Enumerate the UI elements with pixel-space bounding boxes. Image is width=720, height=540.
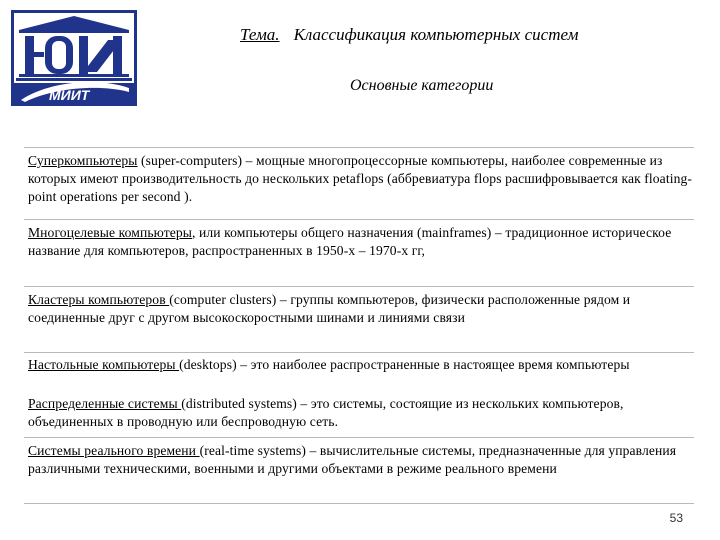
miit-logo-graphic	[11, 10, 137, 106]
item-text: (computer clusters) – группы компьютеров, физически расположенные рядом и соединенные друг с другом высокоскоростными шинами и линиями связи	[28, 292, 631, 325]
page-number: 53	[669, 511, 683, 525]
topic-label: Тема.	[240, 25, 280, 44]
item-distributed	[28, 395, 692, 431]
item-supercomputers	[28, 152, 692, 206]
item-term: Многоцелевые компьютеры	[28, 225, 193, 240]
topic-heading	[240, 25, 578, 45]
miit-logo	[11, 10, 137, 106]
item-desktops	[28, 356, 692, 374]
item-text: (super-computers) – мощные многопроцессорные компьютеры, наиболее современные из которых имеют производительность до нескольких petaflops (аббревиатура flops расшифровывается как floating-point operations per second ).	[28, 153, 692, 204]
item-text: (desktops) – это наиболее распространенные в настоящее время компьютеры	[179, 357, 630, 372]
item-realtime	[28, 442, 692, 478]
item-clusters	[28, 291, 692, 327]
item-text: (distributed systems) – это системы, состоящие из нескольких компьютеров, объединенных в проводную или беспроводную сеть.	[28, 396, 624, 429]
item-term: Системы реального времени	[28, 443, 200, 458]
item-term: Настольные компьютеры	[28, 357, 180, 372]
item-term: Кластеры компьютеров	[28, 292, 170, 307]
item-mainframes	[28, 224, 692, 260]
divider-line	[24, 286, 694, 287]
divider-line	[24, 503, 694, 504]
item-term: Суперкомпьютеры	[28, 153, 138, 168]
topic-title: Классификация компьютерных систем	[293, 25, 579, 44]
item-term: Распределенные системы	[28, 396, 182, 411]
divider-line	[24, 219, 694, 220]
page-subtitle: Основные категории	[350, 77, 494, 94]
logo-name-text: МИИТ	[49, 87, 90, 103]
divider-line	[24, 437, 694, 438]
divider-line	[24, 352, 694, 353]
divider-line	[24, 147, 694, 148]
item-text: , или компьютеры общего назначения (mainframes) – традиционное историческое название для компьютеров, распространенных в 1950-х – 1970-х гг,	[28, 225, 672, 258]
item-text: (real-time systems) – вычислительные системы, предназначенные для управления различными техническими, военными и другими объектами в режиме реального времени	[28, 443, 677, 476]
